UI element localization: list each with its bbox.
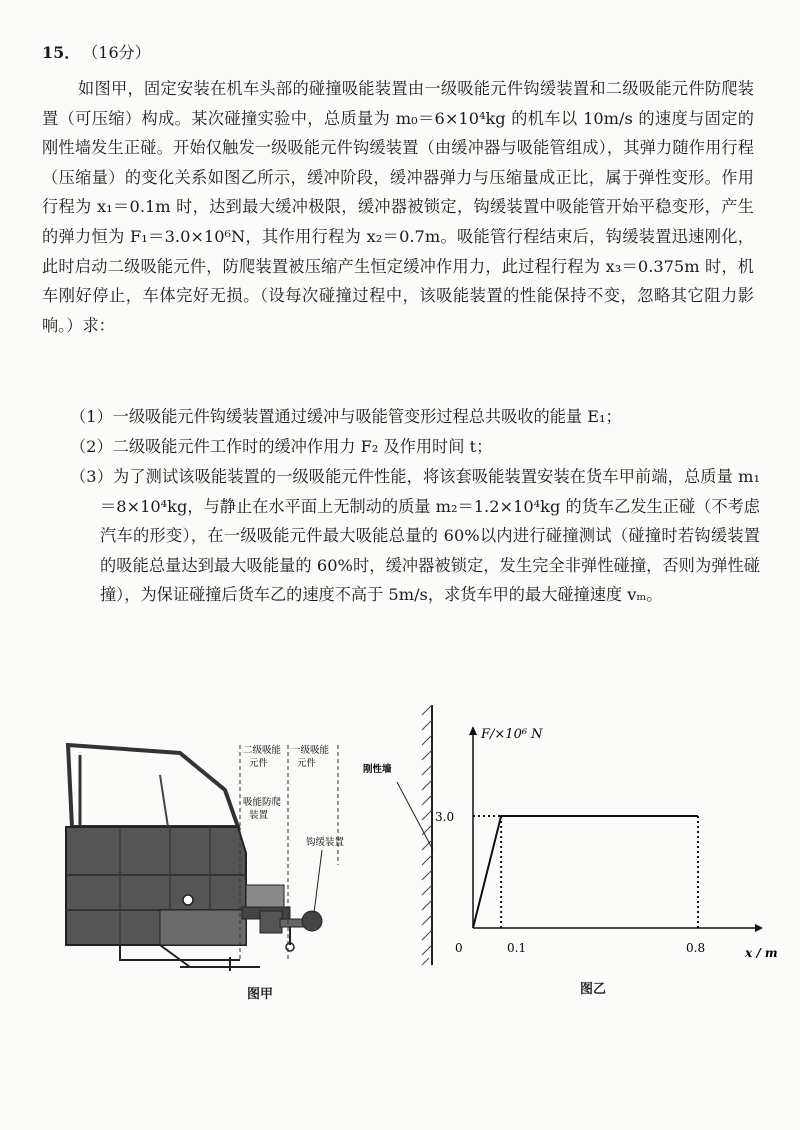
label-anticlimb-line2: 装置: [249, 810, 269, 821]
sub-question-2: （2）二级吸能元件工作时的缓冲作用力 F₂ 及作用时间 t；: [70, 437, 493, 456]
y-tick-label: 3.0: [435, 810, 455, 824]
plot-layer: [473, 816, 698, 928]
force-displacement-chart: [355, 700, 785, 980]
question-score: （16分）: [90, 43, 151, 62]
question-number: 15．: [42, 43, 81, 62]
x-tick-label-2: 0.8: [686, 941, 706, 955]
origin-label: 0: [455, 941, 463, 955]
label-primary-line1: 一级吸能: [291, 745, 330, 756]
sub-question-1: （1）一级吸能元件钩缓装置通过缓冲与吸能管变形过程总共吸收的能量 E₁；: [70, 407, 622, 426]
label-anticlimb-line1: 吸能防爬: [243, 797, 282, 808]
figure-a: [60, 735, 380, 975]
sub-question-3: （3）为了测试该吸能装置的一级吸能元件性能，将该套吸能装置安装在货车甲前端，总质量 m₁＝8×10⁴kg，与静止在水平面上无制动的质量 m₂＝1.2×10⁴kg 的货车乙发生正碰（不考虑汽车的形变），在一级吸能元件最大吸能总量的 60%以内进行碰撞测试（碰撞时若钩缓装置的吸能总量达到最大吸能量的 60%时，缓冲器被锁定，发生完全非弹性碰撞，否则为弹性碰撞），为保证碰撞后货车乙的速度不高于 5m/s，求货车甲的最大碰撞速度 vₘ。: [70, 467, 760, 605]
label-secondary-line2: 元件: [249, 758, 269, 769]
figure-b-caption: 图乙: [580, 982, 607, 997]
wall-label: 刚性墙: [363, 764, 392, 775]
label-secondary-line1: 二级吸能: [243, 745, 282, 756]
label-primary-line2: 元件: [297, 758, 317, 769]
x-tick-label-1: 0.1: [507, 941, 527, 955]
figure-b: [355, 700, 785, 980]
label-coupler: 钩缓装置: [306, 837, 345, 848]
figure-a-caption: 图甲: [247, 987, 274, 1002]
y-axis-label: F/×10⁶ N: [481, 727, 543, 742]
force-curve: [473, 816, 698, 928]
question-header: [42, 40, 151, 63]
locomotive-diagram: [60, 735, 380, 975]
problem-intro: 如图甲，固定安装在机车头部的碰撞吸能装置由一级吸能元件钩缓装置和二级吸能元件防爬装置（可压缩）构成。某次碰撞实验中，总质量为 m₀＝6×10⁴kg 的机车以 10m/s 的速度与固定的刚性墙发生正碰。开始仅触发一级吸能元件钩缓装置（由缓冲器与吸能管组成），其弹力随作用行程（压缩量）的变化关系如图乙所示，缓冲阶段，缓冲器弹力与压缩量成正比，属于弹性变形。作用行程为 x₁＝0.1m 时，达到最大缓冲极限，缓冲器被锁定，钩缓装置中吸能管开始平稳变形，产生的弹力恒为 F₁＝3.0×10⁶N，其作用行程为 x₂＝0.7m。吸能管行程结束后，钩缓装置迅速刚化，此时启动二级吸能元件，防爬装置被压缩产生恒定缓冲作用力，此过程行程为 x₃＝0.375m 时，机车刚好停止，车体完好无损。（设每次碰撞过程中，该吸能装置的性能保持不变，忽略其它阻力影响。）求：: [42, 79, 754, 335]
x-axis-label: x / m: [745, 946, 778, 960]
